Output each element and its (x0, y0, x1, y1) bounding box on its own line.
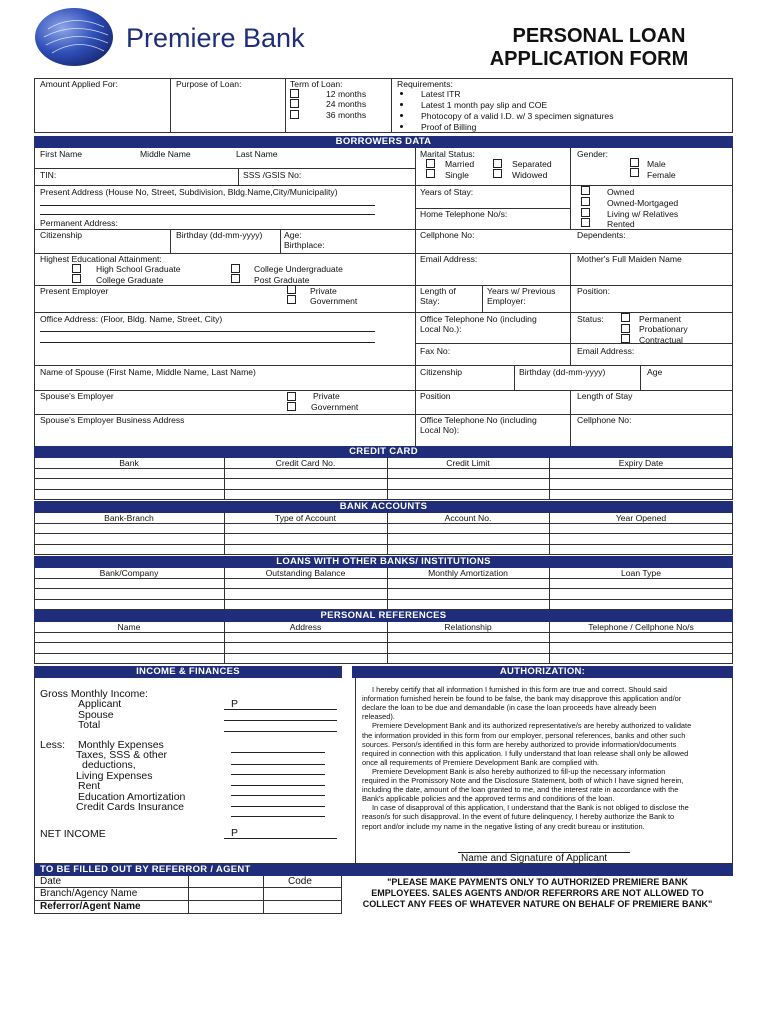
requirement-item: Latest ITR (421, 89, 461, 99)
notice-line: COLLECT ANY FEES OF WHATEVER NATURE ON BEHALF OF PREMIERE BANK" (362, 899, 713, 909)
taxes-label: Taxes, SSS & other (76, 749, 168, 761)
column-header: Credit Limit (446, 458, 490, 468)
office-telephone-label: Office Telephone No (including (420, 314, 537, 324)
less-label: Less: (40, 739, 66, 751)
references-band: PERSONAL REFERENCES (34, 610, 733, 622)
spouse-government-checkbox[interactable] (287, 402, 296, 411)
term-24-label: 24 months (326, 99, 367, 109)
college-undergrad-checkbox[interactable] (231, 264, 240, 273)
rent-label: Rent (78, 780, 101, 792)
date-label: Date (40, 876, 62, 887)
gender-label: Gender: (577, 149, 609, 159)
female-label: Female (647, 170, 676, 180)
dependents-label: Dependents: (577, 230, 626, 240)
spouse-position-label: Position (420, 391, 451, 401)
widowed-checkbox[interactable] (493, 169, 502, 178)
referror-band: TO BE FILLED OUT BY REFERROR / AGENT (34, 864, 733, 876)
probationary-checkbox[interactable] (621, 324, 630, 333)
probationary-label: Probationary (639, 324, 688, 334)
married-checkbox[interactable] (426, 159, 435, 168)
living-expenses-label: Living Expenses (76, 770, 153, 782)
authorization-line: Premiere Development Bank and its authorized representative/s are hereby authorized to validate (372, 721, 692, 731)
requirement-item: Photocopy of a valid I.D. w/ 3 specimen signatures (421, 111, 614, 121)
notice-line: EMPLOYEES. SALES AGENTS AND/OR REFERRORS ARE NOT ALLOWED TO (371, 888, 704, 898)
deductions-label: deductions, (82, 759, 136, 771)
authorization-line: including the date, amount of the loan granted to me, and the interest rate in accordance with the (362, 785, 679, 795)
office-address-label: Office Address: (Floor, Bldg. Name, Street, City) (40, 314, 223, 324)
spouse-employer-address-label: Spouse's Employer Business Address (40, 415, 185, 425)
separated-label: Separated (512, 159, 552, 169)
bank-name: Premiere Bank (126, 23, 305, 53)
birthday-label: Birthday (dd-mm-yyyy) (176, 230, 263, 240)
amount-applied-label: Amount Applied For: (40, 79, 118, 89)
owned-label: Owned (607, 187, 635, 197)
loan-summary-box (34, 78, 733, 133)
spouse-private-checkbox[interactable] (287, 392, 296, 401)
marital-status-label: Marital Status: (420, 149, 475, 159)
loans-band: LOANS WITH OTHER BANKS/ INSTITUTIONS (34, 556, 733, 568)
spouse-cellphone-label: Cellphone No: (577, 415, 632, 425)
college-grad-label: College Graduate (96, 275, 164, 285)
rented-label: Rented (607, 219, 635, 229)
single-label: Single (445, 170, 469, 180)
permanent-checkbox[interactable] (621, 313, 630, 322)
authorization-line: I hereby certify that all information I furnished in this form are true and correct. Should said (372, 685, 667, 694)
position-label: Position: (577, 286, 610, 296)
net-income-label: NET INCOME (40, 828, 106, 840)
permanent-address-label: Permanent Address: (40, 218, 118, 228)
peso-sign: P (231, 698, 239, 710)
private-label: Private (310, 286, 337, 296)
spouse-age-label: Age (647, 367, 663, 377)
column-header: Bank (119, 458, 139, 468)
credit-card-band: CREDIT CARD (34, 446, 733, 458)
high-school-label: High School Graduate (96, 264, 181, 274)
owned-mortgaged-checkbox[interactable] (581, 197, 590, 206)
spouse-office-tel-label-2: Local No): (420, 425, 460, 435)
last-name-label: Last Name (236, 149, 278, 159)
female-checkbox[interactable] (630, 168, 639, 177)
column-header: Loan Type (621, 568, 661, 578)
authorization-line: required in the Promissory Note and the Disclosure Statement, both of which I have signed herein, (362, 776, 684, 785)
signature-label: Name and Signature of Applicant (461, 853, 608, 864)
column-header: Monthly Amortization (428, 568, 508, 578)
authorization-line: reason/s for such disapproval. In the event of future delinquency, I hereby authorize the Bank to (362, 812, 675, 822)
sss-label: SSS /GSIS No: (243, 170, 302, 180)
separated-checkbox[interactable] (493, 159, 502, 168)
purpose-label: Purpose of Loan: (176, 79, 242, 89)
middle-name-label: Middle Name (140, 149, 191, 159)
notice-line: "PLEASE MAKE PAYMENTS ONLY TO AUTHORIZED PREMIERE BANK (387, 877, 688, 887)
authorization-band: AUTHORIZATION: (352, 666, 733, 678)
present-address-label: Present Address (House No, Street, Subdivision, Bldg.Name,City/Municipality) (40, 187, 338, 197)
first-name-label: First Name (40, 149, 83, 159)
requirement-item: Proof of Billing (421, 122, 477, 132)
post-grad-checkbox[interactable] (231, 274, 240, 283)
government-label: Government (310, 296, 358, 306)
bank-logo (34, 7, 114, 67)
spouse-employer-label: Spouse's Employer (40, 391, 114, 401)
spouse-citizenship-label: Citizenship (420, 367, 463, 377)
authorization-line: once all requirements of Premiere Development Bank are complied with. (362, 757, 600, 767)
widowed-label: Widowed (512, 170, 548, 180)
authorization-line: declare the loan to be due and demandable (in case the loan proceeds have already been (362, 703, 657, 713)
status-label: Status: (577, 314, 604, 324)
tin-label: TIN: (40, 170, 57, 180)
birthplace-label: Birthplace: (284, 240, 325, 250)
term-24-checkbox[interactable] (290, 99, 299, 108)
authorization-line: report and/or include my name in the negative listing of any credit bureau or institution. (362, 821, 645, 831)
education-amortization-label: Education Amortization (78, 791, 186, 803)
years-previous-label: Years w/ Previous (487, 286, 556, 296)
authorization-line: released). (362, 712, 395, 722)
fax-label: Fax No: (420, 346, 451, 356)
monthly-expenses-label: Monthly Expenses (78, 739, 164, 751)
term-36-label: 36 months (326, 110, 367, 120)
spouse-office-tel-label: Office Telephone No (including (420, 415, 537, 425)
authorization-line: Premiere Development Bank is also hereby authorized to fill-up the necessary information (372, 766, 666, 776)
authorization-line: Bank's applicable policies and the approved terms and conditions of the loan. (362, 794, 615, 804)
bank-accounts-band: BANK ACCOUNTS (34, 501, 733, 513)
home-telephone-label: Home Telephone No/s: (420, 209, 508, 219)
spouse-private-label: Private (313, 391, 340, 401)
spouse-name-label: Name of Spouse (First Name, Middle Name, Last Name) (40, 367, 256, 377)
column-header: Outstanding Balance (265, 568, 346, 578)
cellphone-label: Cellphone No: (420, 230, 475, 240)
column-header: Credit Card No. (275, 458, 336, 468)
contractual-checkbox[interactable] (621, 334, 630, 343)
requirements-label: Requirements: (397, 79, 453, 89)
code-label: Code (288, 876, 312, 887)
applicant-label: Applicant (78, 698, 122, 710)
length-of-stay-label: Length of (420, 286, 456, 296)
credit-cards-insurance-label: Credit Cards Insurance (76, 801, 184, 813)
office-telephone-label-2: Local No.): (420, 324, 462, 334)
length-of-stay-label-2: Stay: (420, 296, 440, 306)
form-title-line1: PERSONAL LOAN (512, 25, 686, 47)
post-grad-label: Post Graduate (254, 275, 310, 285)
column-header: Account No. (444, 513, 492, 523)
male-checkbox[interactable] (630, 158, 639, 167)
column-header: Bank-Branch (104, 513, 154, 523)
term-12-label: 12 months (326, 89, 367, 99)
government-checkbox[interactable] (287, 295, 296, 304)
email-label: Email Address: (420, 254, 478, 264)
column-header: Name (117, 622, 141, 632)
college-grad-checkbox[interactable] (72, 274, 81, 283)
single-checkbox[interactable] (426, 169, 435, 178)
branch-agency-label: Branch/Agency Name (40, 888, 138, 899)
authorization-line: In case of disapproval of this application, I understand that the Bank is not obliged to disclose the (372, 803, 689, 813)
years-of-stay-label: Years of Stay: (420, 187, 474, 197)
spouse-income-label: Spouse (78, 709, 114, 721)
requirement-item: Latest 1 month pay slip and COE (421, 100, 548, 110)
term-36-checkbox[interactable] (290, 110, 299, 119)
column-header: Year Opened (615, 513, 667, 523)
column-header: Expiry Date (618, 458, 664, 468)
living-relatives-checkbox[interactable] (581, 208, 590, 217)
column-header: Address (289, 622, 322, 632)
citizenship-label: Citizenship (40, 230, 83, 240)
years-previous-label-2: Employer: (487, 296, 526, 306)
present-employer-label: Present Employer (40, 286, 109, 296)
authorization-line: the information provided in this form from our employer, personal references, banks and other such (362, 730, 686, 740)
header (0, 0, 768, 76)
living-relatives-label: Living w/ Relatives (607, 209, 679, 219)
form-title-line2: APPLICATION FORM (489, 48, 689, 70)
male-label: Male (647, 159, 666, 169)
owned-checkbox[interactable] (581, 186, 590, 195)
authorization-line: information furnished herein be found to be false, the bank may disapprove this application and/or (362, 694, 682, 704)
office-email-label: Email Address: (577, 346, 635, 356)
maiden-name-label: Mother's Full Maiden Name (577, 254, 682, 264)
column-header: Relationship (444, 622, 492, 632)
education-label: Highest Educational Attainment: (40, 254, 162, 264)
rented-checkbox[interactable] (581, 218, 590, 227)
authorization-line: required in connection with this application. I fully understand that loan release shall only be allowed (362, 748, 689, 758)
net-peso-sign: P (231, 827, 239, 839)
contractual-label: Contractual (639, 335, 683, 345)
owned-mortgaged-label: Owned-Mortgaged (607, 198, 679, 208)
spouse-length-label: Length of Stay (577, 391, 633, 401)
income-band: INCOME & FINANCES (34, 666, 342, 678)
borrowers-data-band: BORROWERS DATA (34, 136, 733, 148)
authorization-line: sources. Person/s identified in this form are hereby authorized to provide information/documents (362, 739, 677, 749)
column-header: Type of Account (274, 513, 337, 523)
term-label: Term of Loan: (290, 79, 343, 89)
referror-name-label: Referror/Agent Name (40, 901, 141, 912)
high-school-checkbox[interactable] (72, 264, 81, 273)
gross-income-label: Gross Monthly Income: (40, 688, 148, 700)
private-checkbox[interactable] (287, 285, 296, 294)
married-label: Married (445, 159, 475, 169)
column-header: Telephone / Cellphone No/s (588, 622, 694, 632)
spouse-birthday-label: Birthday (dd-mm-yyyy) (519, 367, 606, 377)
college-undergrad-label: College Undergraduate (254, 264, 343, 274)
permanent-label: Permanent (639, 314, 682, 324)
column-header: Bank/Company (99, 568, 159, 578)
total-label: Total (78, 719, 101, 731)
term-12-checkbox[interactable] (290, 89, 299, 98)
age-label: Age: (284, 230, 302, 240)
payment-notice (342, 876, 733, 914)
spouse-government-label: Government (311, 402, 359, 412)
